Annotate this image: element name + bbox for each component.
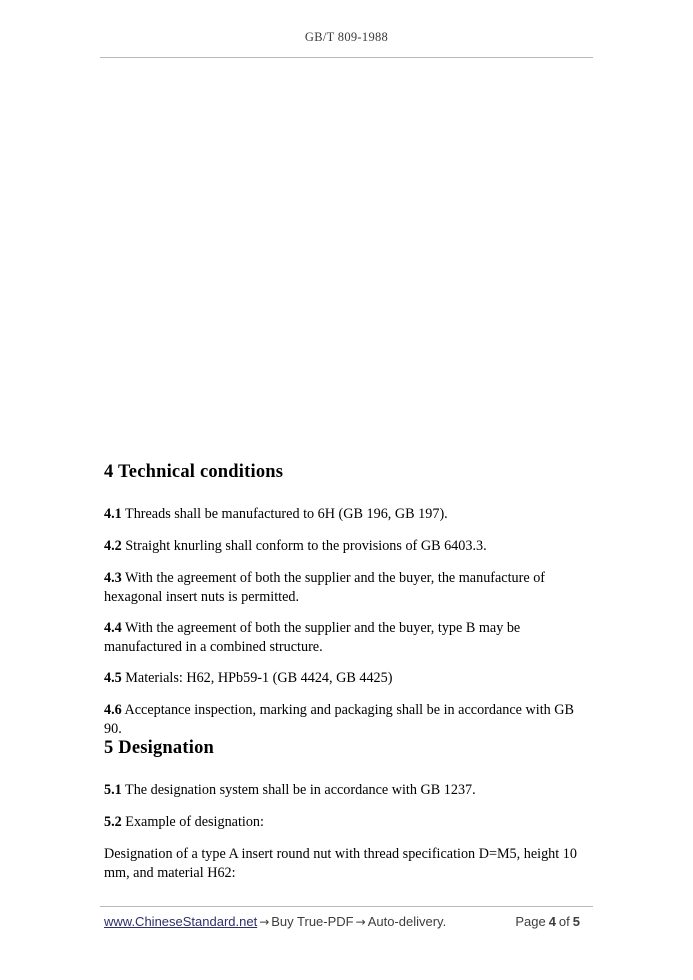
page-word: Page (515, 914, 546, 929)
paragraph-4-6 (104, 701, 590, 738)
paragraph-4-4 (104, 619, 590, 656)
section-heading-4: 4 Technical conditions (104, 462, 284, 482)
spacer (104, 759, 590, 781)
document-body (104, 462, 590, 882)
delivery-label: Auto-delivery. (367, 914, 447, 929)
site-link[interactable]: www.ChineseStandard.net (104, 914, 258, 929)
standard-number: GB/T 809-1988 (304, 30, 389, 44)
spacer (104, 800, 590, 814)
spacer (104, 556, 590, 570)
page-total: 5 (572, 914, 580, 929)
spacer (104, 524, 590, 538)
paragraph-text: Example of designation: (121, 814, 264, 830)
footer-divider (100, 906, 593, 907)
paragraph-4-2 (104, 537, 590, 556)
footer-promo (104, 914, 446, 929)
paragraph-text: With the agreement of both the supplier and the buyer, the manufacture of hexagonal insert nuts is permitted. (104, 570, 546, 605)
buy-label[interactable]: Buy True-PDF (271, 914, 354, 929)
paragraph-text: Threads shall be manufactured to 6H (GB 196, GB 197). (121, 506, 448, 522)
page-header (100, 30, 593, 45)
paragraph-number: 5.2 (104, 814, 122, 830)
paragraph-designation-example (104, 845, 590, 882)
paragraph-text: With the agreement of both the supplier and the buyer, type B may be manufactured in a combined structure. (104, 620, 521, 655)
spacer (104, 688, 590, 702)
paragraph-5-1 (104, 781, 590, 800)
page-number: 4 (548, 914, 556, 929)
page-footer (100, 914, 593, 936)
paragraph-text: Materials: H62, HPb59-1 (GB 4424, GB 4425) (121, 670, 393, 686)
paragraph-number: 4.1 (104, 506, 122, 522)
of-word: of (558, 914, 570, 929)
paragraph-text: Designation of a type A insert round nut with thread specification D=M5, height 10 mm, and material H62: (104, 846, 577, 881)
paragraph-text: Straight knurling shall conform to the provisions of GB 6403.3. (121, 538, 487, 554)
paragraph-4-3 (104, 569, 590, 606)
paragraph-number: 4.4 (104, 620, 122, 636)
header-divider (100, 57, 593, 58)
paragraph-number: 5.1 (104, 782, 122, 798)
spacer (104, 606, 590, 619)
page-indicator (515, 914, 583, 929)
paragraph-number: 4.2 (104, 538, 122, 554)
spacer (104, 832, 590, 846)
section-heading-5: 5 Designation (104, 738, 215, 758)
spacer (104, 483, 590, 505)
paragraph-number: 4.3 (104, 570, 122, 586)
paragraph-text: The designation system shall be in accordance with GB 1237. (121, 782, 476, 798)
paragraph-5-2 (104, 813, 590, 832)
paragraph-number: 4.5 (104, 670, 122, 686)
arrow-right-icon: → (355, 915, 366, 929)
paragraph-4-5 (104, 669, 590, 688)
spacer (104, 656, 590, 669)
paragraph-number: 4.6 (104, 702, 122, 718)
arrow-right-icon: → (259, 915, 270, 929)
paragraph-4-1 (104, 505, 590, 524)
paragraph-text: Acceptance inspection, marking and packaging shall be in accordance with GB 90. (104, 702, 574, 737)
